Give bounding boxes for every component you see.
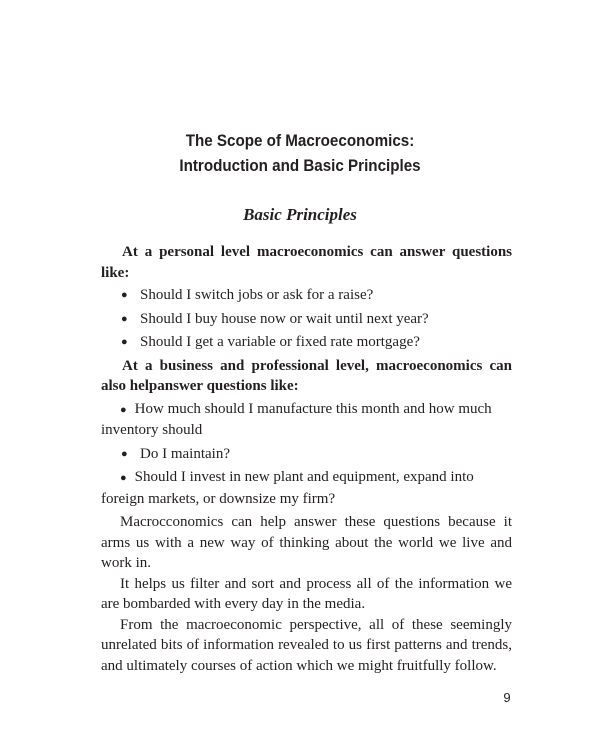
list-item bbox=[101, 467, 512, 509]
list-item bbox=[101, 399, 512, 441]
paragraph: It helps us filter and sort and process all of the information we are bombarded with every day in the media. bbox=[101, 575, 512, 612]
body-text bbox=[101, 242, 512, 676]
chapter-title-line-2: Introduction and Basic Principles bbox=[179, 157, 421, 175]
personal-level-lead: At a personal level macroeconomics can answer questions like: bbox=[101, 244, 512, 281]
bullet-icon: ● bbox=[121, 289, 128, 301]
list-item bbox=[101, 444, 512, 465]
business-level-lead: At a business and professional level, macroeconomics can also helpanswer questions like: bbox=[101, 357, 512, 394]
section-heading: Basic Principles bbox=[243, 205, 357, 224]
list-item-text: Should I get a variable or fixed rate mortgage? bbox=[140, 334, 420, 350]
list-item-text: Do I maintain? bbox=[140, 445, 230, 462]
list-item-text: Should I invest in new plant and equipment, expand into foreign markets, or downsize my firm? bbox=[101, 469, 474, 507]
list-item bbox=[101, 332, 512, 353]
list-item bbox=[101, 285, 512, 306]
list-item bbox=[101, 309, 512, 330]
chapter-title-line-1: The Scope of Macroeconomics: bbox=[185, 132, 415, 150]
paragraph: Macrocconomics can help answer these questions because it arms us with a new way of thinking about the world we live and work in. bbox=[101, 514, 512, 571]
list-item-text: Should I switch jobs or ask for a raise? bbox=[140, 287, 374, 303]
chapter-title bbox=[24, 129, 576, 179]
bullet-icon: ● bbox=[120, 472, 127, 484]
bullet-icon: ● bbox=[121, 312, 128, 325]
bullet-icon: ● bbox=[120, 403, 127, 416]
bullet-icon: ● bbox=[121, 447, 128, 460]
bullet-icon: ● bbox=[121, 336, 128, 348]
list-item-text: How much should I manufacture this month and how much inventory should bbox=[101, 400, 492, 438]
list-item-text: Should I buy house now or wait until next year? bbox=[140, 310, 429, 327]
paragraph: From the macroeconomic perspective, all of these seemingly unrelated bits of information revealed to us first patterns and trends, and ultimately courses of action which we might fruitfully follow. bbox=[101, 616, 512, 674]
page-number: 9 bbox=[503, 690, 511, 705]
